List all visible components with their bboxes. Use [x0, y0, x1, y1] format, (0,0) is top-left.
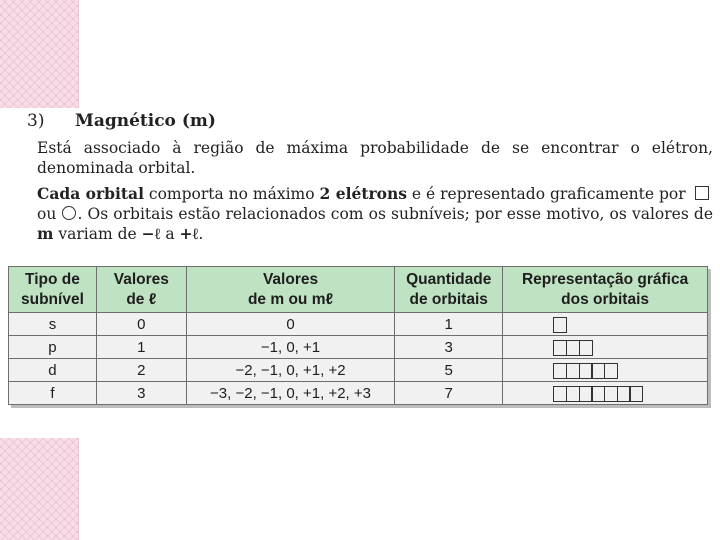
table-row: [9, 359, 708, 382]
cell-representacao: [503, 313, 708, 336]
orbital-box: [629, 386, 643, 402]
cell-quantidade: 7: [395, 382, 503, 405]
header-representacao-grafica: Representação gráfica dos orbitais: [503, 267, 708, 313]
cell-tipo: f: [9, 382, 97, 405]
cell-m: −3, −2, −1, 0, +1, +2, +3: [186, 382, 394, 405]
strong-dois-eletrons: 2 elétrons: [319, 184, 407, 203]
cell-representacao: [503, 382, 708, 405]
cell-representacao: [503, 359, 708, 382]
text-segment: . Os orbitais estão relacionados com os subníveis; por esse motivo, os valores de: [77, 205, 714, 223]
strong-minus-l: −ℓ: [141, 224, 161, 243]
cell-l: 3: [96, 382, 186, 405]
cell-tipo: s: [9, 313, 97, 336]
orbital-boxes-diagram: [553, 340, 592, 356]
definition-text: Está associado à região de máxima probabilidade de se encontrar o elétron, denominada orbital.: [37, 139, 713, 177]
header-quantidade-orbitais: Quantidade de orbitais: [395, 267, 503, 313]
header-valores-m: Valores de m ou mℓ: [186, 267, 394, 313]
cell-tipo: p: [9, 336, 97, 359]
circle-icon: [62, 206, 76, 220]
paragraph-orbital-rules: [37, 184, 713, 244]
section-number: 3): [27, 111, 45, 131]
cell-m: 0: [186, 313, 394, 336]
strong-cada-orbital: Cada orbital: [37, 184, 144, 203]
cell-l: 0: [96, 313, 186, 336]
orbital-boxes-diagram: [553, 317, 567, 333]
header-tipo-subnivel: Tipo de subnível: [9, 267, 97, 313]
strong-plus-l: +ℓ: [179, 224, 199, 243]
text-segment: ou: [37, 205, 62, 223]
text-segment: e é representado graficamente por: [406, 185, 691, 203]
orbital-box: [579, 340, 593, 356]
text-segment: comporta no máximo: [143, 185, 320, 203]
orbital-boxes-diagram: [553, 386, 643, 402]
table-row: [9, 313, 708, 336]
cell-quantidade: 5: [395, 359, 503, 382]
text-segment: .: [198, 225, 204, 243]
table-row: [9, 336, 708, 359]
table-header-row: [9, 267, 708, 313]
text-segment: a: [160, 225, 180, 243]
square-icon: [695, 186, 709, 200]
paragraph-definition: [37, 138, 713, 178]
slide-content: [27, 110, 717, 244]
cell-tipo: d: [9, 359, 97, 382]
cell-representacao: [503, 336, 708, 359]
cell-l: 2: [96, 359, 186, 382]
cell-m: −2, −1, 0, +1, +2: [186, 359, 394, 382]
decorative-panel-bottom: [0, 438, 79, 540]
header-valores-l: Valores de ℓ: [96, 267, 186, 313]
section-title: Magnético (m): [75, 111, 216, 131]
table-row: [9, 382, 708, 405]
orbitals-table: [8, 266, 708, 405]
cell-quantidade: 1: [395, 313, 503, 336]
cell-l: 1: [96, 336, 186, 359]
cell-m: −1, 0, +1: [186, 336, 394, 359]
orbital-boxes-diagram: [553, 363, 618, 379]
decorative-panel-top: [0, 0, 79, 108]
orbital-box: [604, 363, 618, 379]
orbital-box: [553, 317, 567, 333]
text-segment: variam de: [53, 225, 142, 243]
strong-m: m: [37, 224, 54, 243]
section-heading: [27, 110, 717, 132]
cell-quantidade: 3: [395, 336, 503, 359]
